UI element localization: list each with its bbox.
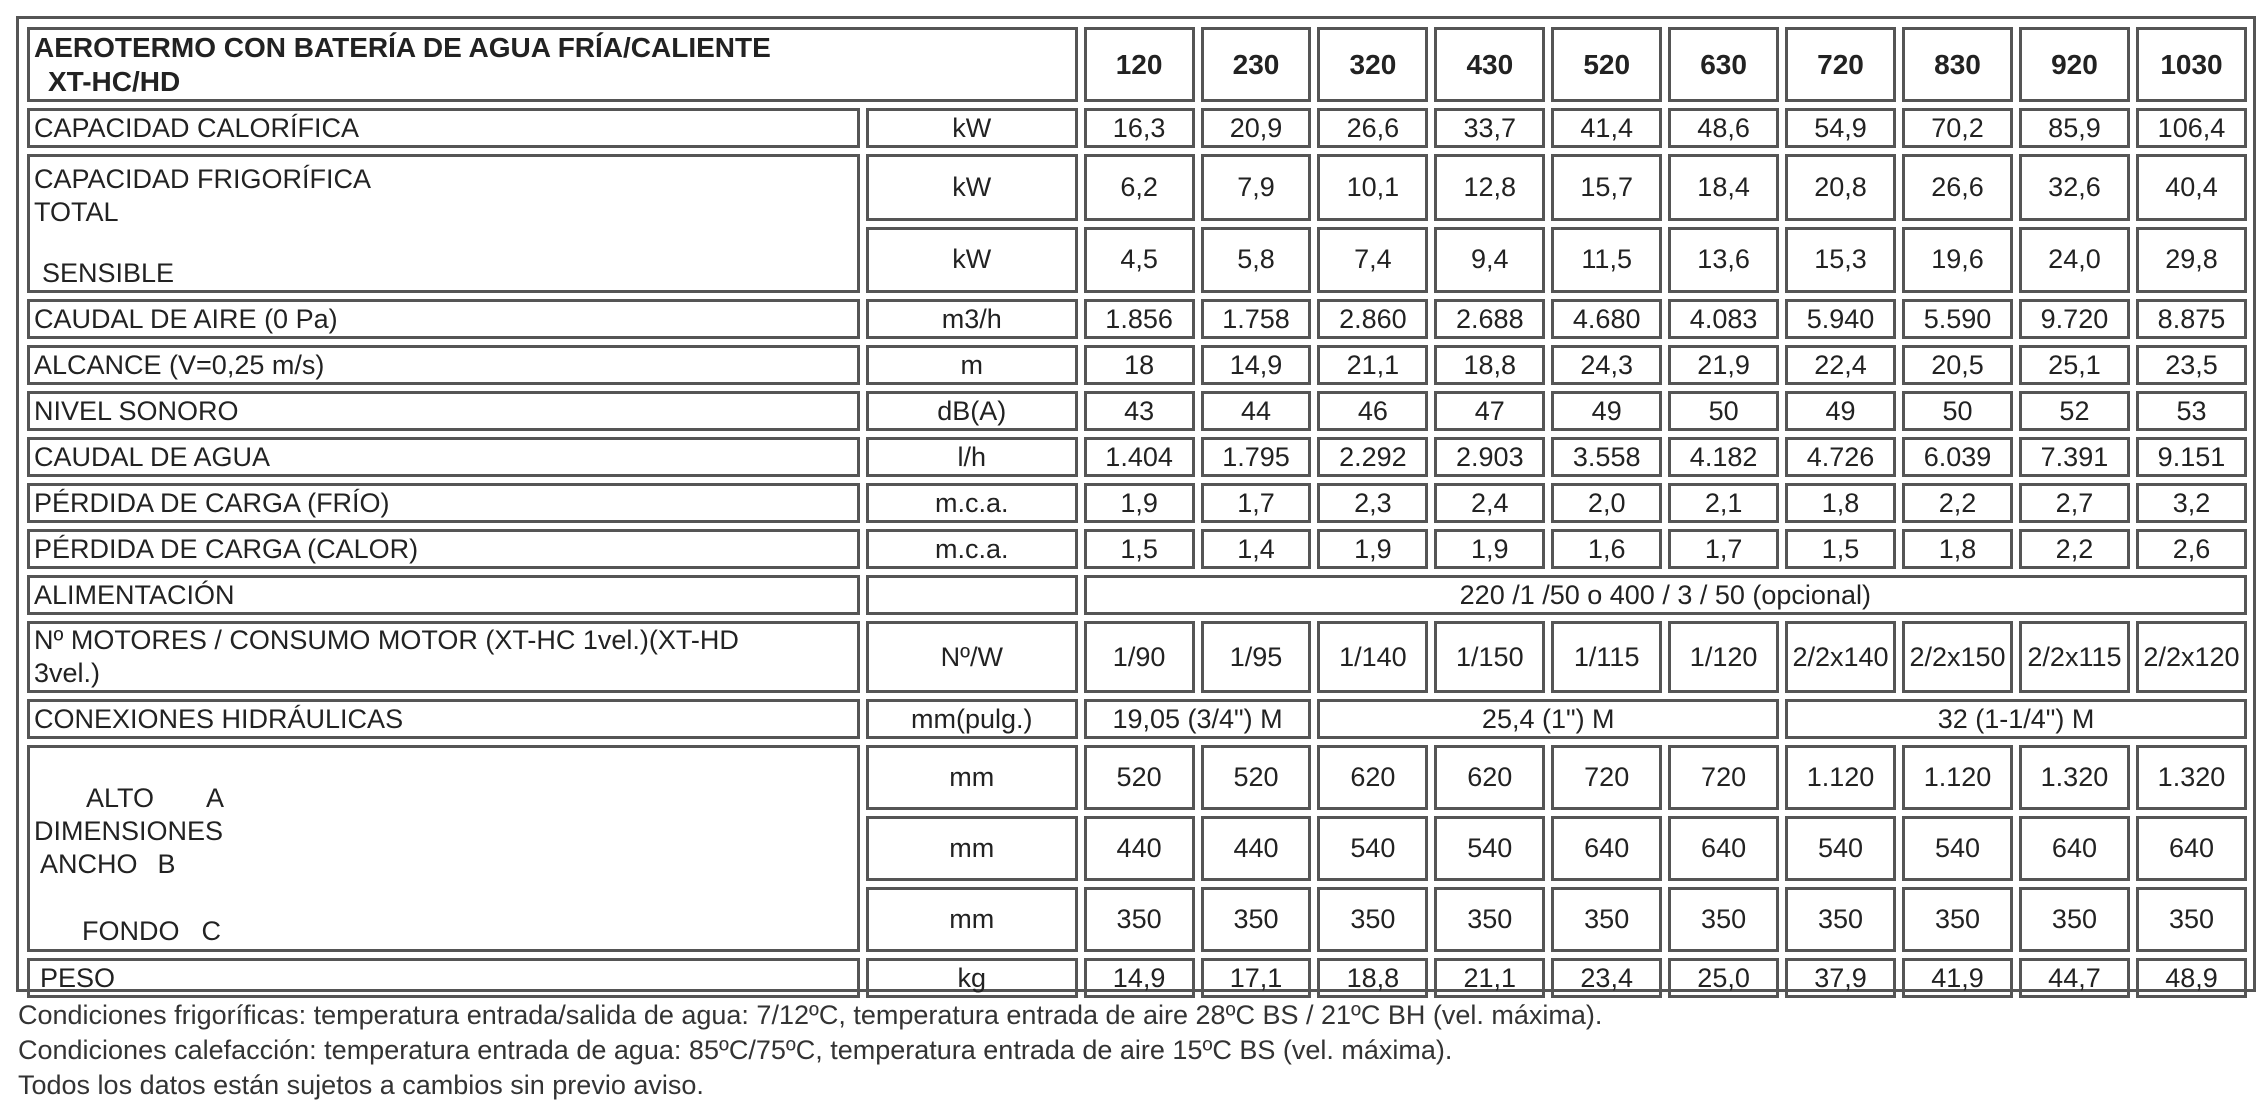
row-label: CAUDAL DE AIRE (0 Pa)	[27, 299, 860, 339]
cell-value: 640	[1668, 816, 1779, 881]
cell-value: 1/120	[1668, 621, 1779, 693]
cell-value: 2,0	[1551, 483, 1662, 523]
cell-value: 1,5	[1785, 529, 1896, 569]
cell-value: 8.875	[2136, 299, 2247, 339]
table-row	[27, 958, 2247, 998]
cell-value: 620	[1317, 745, 1428, 810]
cell-value: 13,6	[1668, 227, 1779, 294]
row-label: CAPACIDAD CALORÍFICA	[27, 108, 860, 148]
cell-value: 2,6	[2136, 529, 2247, 569]
dim-fondo-line	[34, 915, 853, 948]
cell-value: 350	[1201, 887, 1312, 952]
cell-value: 350	[1785, 887, 1896, 952]
header-row	[27, 27, 2247, 102]
cell-value: 1/150	[1434, 621, 1545, 693]
cell-value: 6.039	[1902, 437, 2013, 477]
row-unit: m	[866, 345, 1078, 385]
cell-value: 2/2x120	[2136, 621, 2247, 693]
row-unit: mm	[866, 745, 1078, 810]
cell-value: 16,3	[1084, 108, 1195, 148]
dim-ancho-letter: B	[157, 849, 176, 879]
cell-value: 1.856	[1084, 299, 1195, 339]
cell-value: 4.083	[1668, 299, 1779, 339]
table-row	[27, 391, 2247, 431]
cell-value: 23,4	[1551, 958, 1662, 998]
dim-fondo-label: FONDO	[82, 916, 180, 946]
capacidad-frigorifica-label	[27, 154, 860, 293]
cell-value: 540	[1317, 816, 1428, 881]
cell-value: 350	[1317, 887, 1428, 952]
title-line-2: XT-HC/HD	[48, 65, 181, 97]
cell-value: 4.680	[1551, 299, 1662, 339]
cell-value: 350	[1668, 887, 1779, 952]
cell-value: 620	[1434, 745, 1545, 810]
cell-value: 1/115	[1551, 621, 1662, 693]
table-row	[27, 154, 2247, 221]
cell-value: 2.688	[1434, 299, 1545, 339]
cell-value: 350	[1902, 887, 2013, 952]
cell-value: 640	[2136, 816, 2247, 881]
cell-value: 41,9	[1902, 958, 2013, 998]
cell-value: 18,4	[1668, 154, 1779, 221]
cell-value: 9,4	[1434, 227, 1545, 294]
table-row	[27, 529, 2247, 569]
dim-ancho-label: ANCHO	[40, 849, 138, 879]
cell-value: 3,2	[2136, 483, 2247, 523]
cell-value: 1,7	[1201, 483, 1312, 523]
model-header: 320	[1317, 27, 1428, 102]
cell-value: 20,5	[1902, 345, 2013, 385]
cell-value: 2/2x140	[1785, 621, 1896, 693]
cell-value: 5.940	[1785, 299, 1896, 339]
row-unit: kW	[866, 108, 1078, 148]
table-row	[27, 575, 2247, 615]
cell-value: 26,6	[1902, 154, 2013, 221]
cell-value: 1,7	[1668, 529, 1779, 569]
cell-value: 1,8	[1785, 483, 1896, 523]
cell-value: 10,1	[1317, 154, 1428, 221]
cell-value: 23,5	[2136, 345, 2247, 385]
cell-value: 24,3	[1551, 345, 1662, 385]
row-label: Nº MOTORES / CONSUMO MOTOR (XT-HC 1vel.)(XT-HD	[34, 625, 739, 655]
cell-value: 4.182	[1668, 437, 1779, 477]
cell-value: 2,1	[1668, 483, 1779, 523]
cell-value: 2,2	[1902, 483, 2013, 523]
row-unit	[866, 575, 1078, 615]
cell-value: 7.391	[2019, 437, 2130, 477]
cell-value: 3.558	[1551, 437, 1662, 477]
cell-value: 14,9	[1084, 958, 1195, 998]
cell-value: 2,2	[2019, 529, 2130, 569]
cell-value: 5,8	[1201, 227, 1312, 294]
cell-value: 2,3	[1317, 483, 1428, 523]
alimentacion-value: 220 /1 /50 o 400 / 3 / 50 (opcional)	[1084, 575, 2247, 615]
cell-value: 1,9	[1434, 529, 1545, 569]
cell-value: 1.795	[1201, 437, 1312, 477]
cell-value: 540	[1434, 816, 1545, 881]
cell-value: 41,4	[1551, 108, 1662, 148]
cell-value: 25,0	[1668, 958, 1779, 998]
row-unit: mm(pulg.)	[866, 699, 1078, 739]
row-label: CAUDAL DE AGUA	[27, 437, 860, 477]
row-unit: mm	[866, 887, 1078, 952]
cell-value: 15,7	[1551, 154, 1662, 221]
model-header: 230	[1201, 27, 1312, 102]
table-row	[27, 345, 2247, 385]
cell-value: 32,6	[2019, 154, 2130, 221]
cell-value: 11,5	[1551, 227, 1662, 294]
cell-value: 21,9	[1668, 345, 1779, 385]
cell-value: 54,9	[1785, 108, 1896, 148]
cell-value: 44	[1201, 391, 1312, 431]
cell-value: 21,1	[1434, 958, 1545, 998]
cell-value: 40,4	[2136, 154, 2247, 221]
table-row	[27, 699, 2247, 739]
cell-value: 9.151	[2136, 437, 2247, 477]
row-label: PÉRDIDA DE CARGA (FRÍO)	[27, 483, 860, 523]
row-label: ALIMENTACIÓN	[27, 575, 860, 615]
cell-value: 640	[1551, 816, 1662, 881]
dim-alto-line	[34, 782, 853, 815]
cell-value: 33,7	[1434, 108, 1545, 148]
model-header: 920	[2019, 27, 2130, 102]
row-label: PÉRDIDA DE CARGA (CALOR)	[27, 529, 860, 569]
cell-value: 7,4	[1317, 227, 1428, 294]
cell-value: 1.404	[1084, 437, 1195, 477]
cell-value: 2,7	[2019, 483, 2130, 523]
cell-value: 43	[1084, 391, 1195, 431]
row-label: PESO	[27, 958, 860, 998]
footnote: Todos los datos están sujetos a cambios sin previo aviso.	[18, 1070, 704, 1100]
table-row	[27, 108, 2247, 148]
cell-value: 1/140	[1317, 621, 1428, 693]
cell-value: 350	[1084, 887, 1195, 952]
cell-value: 49	[1551, 391, 1662, 431]
cell-value: 350	[1434, 887, 1545, 952]
cell-value: 2,4	[1434, 483, 1545, 523]
dimensiones-label	[27, 745, 860, 952]
cell-value: 1/95	[1201, 621, 1312, 693]
row-unit: kW	[866, 154, 1078, 221]
cell-value: 350	[2136, 887, 2247, 952]
cell-value: 1.120	[1785, 745, 1896, 810]
cell-value: 52	[2019, 391, 2130, 431]
cell-value: 1,8	[1902, 529, 2013, 569]
cell-value: 2/2x115	[2019, 621, 2130, 693]
cell-value: 24,0	[2019, 227, 2130, 294]
cell-value: 70,2	[1902, 108, 2013, 148]
table-row	[27, 437, 2247, 477]
model-header: 1030	[2136, 27, 2247, 102]
cell-value: 540	[1902, 816, 2013, 881]
cell-value: 7,9	[1201, 154, 1312, 221]
row-label: CONEXIONES HIDRÁULICAS	[27, 699, 860, 739]
cell-value: 50	[1902, 391, 2013, 431]
row-sublabel: TOTAL	[34, 197, 119, 227]
cell-value: 18	[1084, 345, 1195, 385]
cell-value: 14,9	[1201, 345, 1312, 385]
cell-value: 19,6	[1902, 227, 2013, 294]
table-row	[27, 483, 2247, 523]
cell-value: 20,9	[1201, 108, 1312, 148]
cell-value: 1.758	[1201, 299, 1312, 339]
footnote: Condiciones calefacción: temperatura entrada de agua: 85ºC/75ºC, temperatura entrada de aire 15ºC BS (vel. máxima).	[18, 1035, 1453, 1065]
table-title	[27, 27, 1078, 102]
row-unit: Nº/W	[866, 621, 1078, 693]
cell-value: 4.726	[1785, 437, 1896, 477]
row-unit: m.c.a.	[866, 483, 1078, 523]
cell-value: 1,9	[1084, 483, 1195, 523]
row-unit: dB(A)	[866, 391, 1078, 431]
cell-value: 20,8	[1785, 154, 1896, 221]
dim-ancho-line	[34, 848, 853, 881]
cell-value: 350	[2019, 887, 2130, 952]
cell-value: 1.320	[2136, 745, 2247, 810]
cell-value: 106,4	[2136, 108, 2247, 148]
cell-value: 50	[1668, 391, 1779, 431]
dim-label: DIMENSIONES	[34, 816, 224, 846]
cell-value: 1,6	[1551, 529, 1662, 569]
cell-value: 720	[1668, 745, 1779, 810]
cell-value: 5.590	[1902, 299, 2013, 339]
cell-value: 6,2	[1084, 154, 1195, 221]
cell-value: 47	[1434, 391, 1545, 431]
cell-value: 48,6	[1668, 108, 1779, 148]
table-row	[27, 299, 2247, 339]
cell-value: 350	[1551, 887, 1662, 952]
cell-value: 18,8	[1317, 958, 1428, 998]
cell-value: 2/2x150	[1902, 621, 2013, 693]
table-row	[27, 745, 2247, 810]
row-sublabel: 3vel.)	[34, 658, 101, 688]
model-header: 430	[1434, 27, 1545, 102]
cell-value: 48,9	[2136, 958, 2247, 998]
cell-value: 4,5	[1084, 227, 1195, 294]
cell-value: 2.860	[1317, 299, 1428, 339]
dim-alto-label: ALTO	[86, 783, 155, 813]
cell-value: 44,7	[2019, 958, 2130, 998]
row-sublabel: SENSIBLE	[42, 258, 175, 288]
cell-value: 720	[1551, 745, 1662, 810]
row-unit: m.c.a.	[866, 529, 1078, 569]
cell-value: 29,8	[2136, 227, 2247, 294]
cell-value: 2.903	[1434, 437, 1545, 477]
cell-value: 1.320	[2019, 745, 2130, 810]
conexion-group: 19,05 (3/4") M	[1084, 699, 1312, 739]
cell-value: 1/90	[1084, 621, 1195, 693]
model-header: 520	[1551, 27, 1662, 102]
row-label: ALCANCE (V=0,25 m/s)	[27, 345, 860, 385]
row-unit: mm	[866, 816, 1078, 881]
model-header: 630	[1668, 27, 1779, 102]
cell-value: 9.720	[2019, 299, 2130, 339]
cell-value: 440	[1084, 816, 1195, 881]
model-header: 120	[1084, 27, 1195, 102]
cell-value: 1,9	[1317, 529, 1428, 569]
cell-value: 2.292	[1317, 437, 1428, 477]
model-header: 720	[1785, 27, 1896, 102]
cell-value: 46	[1317, 391, 1428, 431]
table-row	[27, 621, 2247, 693]
spec-sheet	[16, 16, 2256, 992]
cell-value: 1,5	[1084, 529, 1195, 569]
motores-label	[27, 621, 860, 693]
model-header: 830	[1902, 27, 2013, 102]
cell-value: 520	[1084, 745, 1195, 810]
cell-value: 12,8	[1434, 154, 1545, 221]
row-unit: m3/h	[866, 299, 1078, 339]
footnote: Condiciones frigoríficas: temperatura entrada/salida de agua: 7/12ºC, temperatura entrada de aire 28ºC BS / 21ºC BH (vel. máxima).	[18, 1000, 1603, 1030]
cell-value: 520	[1201, 745, 1312, 810]
row-label: NIVEL SONORO	[27, 391, 860, 431]
title-line-1: AEROTERMO CON BATERÍA DE AGUA FRÍA/CALIENTE	[34, 31, 771, 63]
row-label: CAPACIDAD FRIGORÍFICA	[34, 164, 372, 194]
cell-value: 26,6	[1317, 108, 1428, 148]
cell-value: 53	[2136, 391, 2247, 431]
cell-value: 640	[2019, 816, 2130, 881]
cell-value: 21,1	[1317, 345, 1428, 385]
cell-value: 17,1	[1201, 958, 1312, 998]
cell-value: 1.120	[1902, 745, 2013, 810]
footnotes	[18, 998, 2258, 1103]
conexion-group: 32 (1-1/4") M	[1785, 699, 2247, 739]
spec-table	[21, 21, 2253, 1004]
cell-value: 18,8	[1434, 345, 1545, 385]
cell-value: 440	[1201, 816, 1312, 881]
dim-fondo-letter: C	[201, 916, 221, 946]
row-unit: kg	[866, 958, 1078, 998]
cell-value: 22,4	[1785, 345, 1896, 385]
row-unit: l/h	[866, 437, 1078, 477]
cell-value: 37,9	[1785, 958, 1896, 998]
cell-value: 15,3	[1785, 227, 1896, 294]
dim-alto-letter: A	[206, 783, 225, 813]
row-unit: kW	[866, 227, 1078, 294]
conexion-group: 25,4 (1") M	[1317, 699, 1779, 739]
cell-value: 49	[1785, 391, 1896, 431]
cell-value: 1,4	[1201, 529, 1312, 569]
cell-value: 540	[1785, 816, 1896, 881]
cell-value: 85,9	[2019, 108, 2130, 148]
cell-value: 25,1	[2019, 345, 2130, 385]
